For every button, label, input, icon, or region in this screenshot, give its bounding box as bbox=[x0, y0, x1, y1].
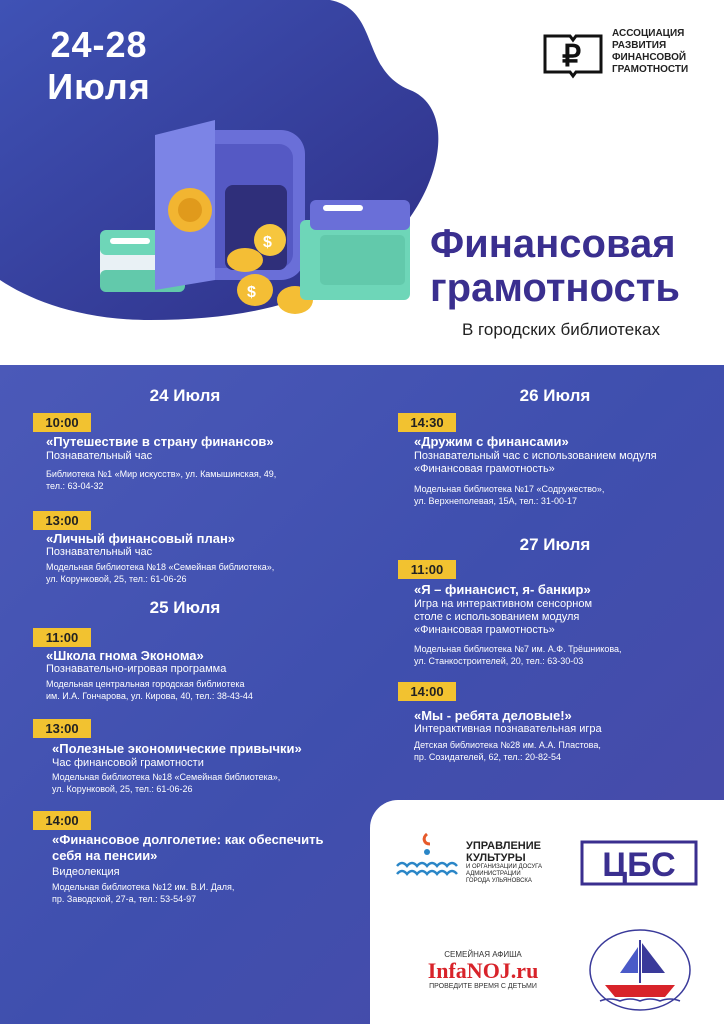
event-title-line: себя на пенсии» bbox=[52, 848, 158, 863]
event-place-line: ул. Корунковой, 25, тел.: 61-06-26 bbox=[46, 574, 187, 584]
time-badge: 11:00 bbox=[398, 560, 456, 579]
event-place bbox=[52, 771, 280, 795]
date-range-days: 24-28 bbox=[50, 24, 148, 65]
event-place bbox=[52, 881, 234, 905]
event-place-line: пр. Заводской, 27-а, тел.: 53-54-97 bbox=[52, 894, 197, 904]
event-place-line: Модельная библиотека №18 «Семейная библиотека», bbox=[46, 562, 275, 572]
event-title: «Мы - ребята деловые!» bbox=[414, 708, 572, 723]
culture-department-line: УПРАВЛЕНИЕ bbox=[466, 840, 541, 852]
event-type: Видеолекция bbox=[52, 866, 120, 878]
event-type: Познавательный час bbox=[46, 546, 153, 558]
event-title: «Школа гнома Эконома» bbox=[46, 648, 204, 663]
event-place-line: ул. Корунковой, 25, тел.: 61-06-26 bbox=[52, 784, 193, 794]
event-place-line: ул. Верхнеполевая, 15А, тел.: 31-00-17 bbox=[414, 496, 577, 506]
event-title: «Дружим с финансами» bbox=[414, 434, 569, 449]
event-title: «Личный финансовый план» bbox=[46, 531, 236, 546]
time-badge: 14:30 bbox=[398, 413, 456, 432]
afisha-top-text: СЕМЕЙНАЯ АФИША bbox=[444, 950, 522, 959]
event-title bbox=[52, 832, 323, 864]
main-title bbox=[430, 222, 680, 310]
culture-department-logo-icon bbox=[392, 832, 462, 882]
cbs-logo-text: ЦБС bbox=[602, 846, 676, 884]
svg-text:$: $ bbox=[263, 234, 272, 251]
culture-department-line: ГОРОДА УЛЬЯНОВСКА bbox=[466, 878, 532, 884]
event-place bbox=[414, 483, 604, 507]
event-place bbox=[46, 468, 276, 492]
time-badge: 11:00 bbox=[33, 628, 91, 647]
culture-department-line: АДМИНИСТРАЦИИ bbox=[466, 871, 521, 877]
event-place-line: Модельная центральная городская библиотека bbox=[46, 679, 245, 689]
event-type-line: Игра на интерактивном сенсорном bbox=[414, 598, 593, 610]
event-title: «Путешествие в страну финансов» bbox=[46, 434, 274, 449]
main-title-line1: Финансовая bbox=[430, 222, 676, 266]
event-place bbox=[414, 643, 622, 667]
culture-department-line: КУЛЬТУРЫ bbox=[466, 852, 526, 864]
event-type: Час финансовой грамотности bbox=[52, 757, 204, 769]
event-place-line: Модельная библиотека №7 им. А.Ф. Трёшникова, bbox=[414, 644, 622, 654]
event-place-line: Детская библиотека №28 им. А.А. Пластова, bbox=[414, 740, 601, 750]
association-name-line: АССОЦИАЦИЯ bbox=[612, 28, 685, 39]
svg-text:₽: ₽ bbox=[562, 40, 582, 73]
event-place bbox=[46, 561, 274, 585]
main-title-line2: грамотность bbox=[430, 266, 680, 310]
money-stack-right-icon bbox=[300, 200, 410, 300]
event-place-line: Модельная библиотека №12 им. В.И. Даля, bbox=[52, 882, 235, 892]
time-badge: 13:00 bbox=[33, 719, 91, 738]
afisha-main-text: InfaNOJ.ru bbox=[427, 958, 539, 983]
event-title: «Полезные экономические привычки» bbox=[52, 741, 302, 756]
afisha-bottom-text: ПРОВЕДИТЕ ВРЕМЯ С ДЕТЬМИ bbox=[429, 983, 537, 990]
culture-department-name bbox=[466, 840, 542, 885]
library-ship-emblem-icon bbox=[585, 925, 695, 1015]
event-title-line: «Финансовое долголетие: как обеспечить bbox=[52, 832, 324, 847]
safe-illustration bbox=[95, 110, 425, 325]
event-type-line: Познавательный час с использованием модуля bbox=[414, 450, 657, 462]
time-badge: 14:00 bbox=[398, 682, 456, 701]
event-place-line: Библиотека №1 «Мир искусств», ул. Камышинская, 49, bbox=[46, 469, 277, 479]
association-name bbox=[612, 28, 688, 76]
day-title-25: 25 Июля bbox=[149, 598, 221, 617]
day-title-24: 24 Июля bbox=[149, 386, 221, 405]
event-type-line: «Финансовая грамотность» bbox=[414, 624, 555, 636]
event-type bbox=[414, 598, 592, 637]
svg-text:$: $ bbox=[247, 284, 256, 301]
event-type: Познавательно-игровая программа bbox=[46, 663, 227, 675]
time-badge: 14:00 bbox=[33, 811, 91, 830]
event-type: Познавательный час bbox=[46, 450, 153, 462]
event-place-line: ул. Станкостроителей, 20, тел.: 63-30-03 bbox=[414, 656, 584, 666]
cbs-logo-icon bbox=[580, 840, 698, 886]
event-place-line: пр. Созидателей, 62, тел.: 20-82-54 bbox=[414, 752, 562, 762]
date-range bbox=[34, 24, 164, 108]
subtitle: В городских библиотеках bbox=[462, 320, 660, 339]
event-place-line: Модельная библиотека №17 «Содружество», bbox=[414, 484, 605, 494]
association-logo-icon bbox=[542, 28, 604, 80]
event-place-line: им. И.А. Гончарова, ул. Кирова, 40, тел.: 38-43-44 bbox=[46, 691, 253, 701]
event-place bbox=[46, 678, 253, 702]
date-range-month: Июля bbox=[47, 66, 151, 107]
event-type: Интерактивная познавательная игра bbox=[414, 723, 602, 735]
time-badge: 13:00 bbox=[33, 511, 91, 530]
event-type-line: столе с использованием модуля bbox=[414, 611, 580, 623]
event-type bbox=[414, 450, 657, 476]
day-title-27: 27 Июля bbox=[519, 535, 591, 554]
event-place bbox=[414, 739, 601, 763]
day-title-26: 26 Июля bbox=[519, 386, 591, 405]
culture-department-line: И ОРГАНИЗАЦИИ ДОСУГА bbox=[466, 864, 543, 870]
association-name-line: РАЗВИТИЯ bbox=[612, 40, 667, 51]
event-type-line: «Финансовая грамотность» bbox=[414, 463, 555, 475]
event-place-line: Модельная библиотека №18 «Семейная библиотека», bbox=[52, 772, 281, 782]
time-badge: 10:00 bbox=[33, 413, 91, 432]
event-place-line: тел.: 63-04-32 bbox=[46, 481, 104, 491]
event-title: «Я – финансист, я- банкир» bbox=[414, 582, 591, 597]
family-afisha-logo bbox=[408, 950, 558, 990]
association-name-line: ГРАМОТНОСТИ bbox=[612, 64, 689, 75]
association-name-line: ФИНАНСОВОЙ bbox=[612, 52, 687, 63]
